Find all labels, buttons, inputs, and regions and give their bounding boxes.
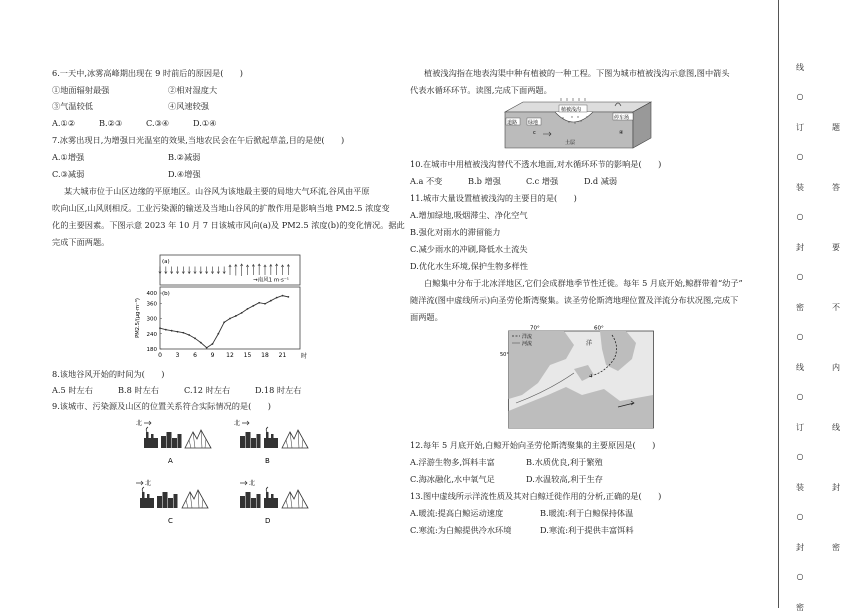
x-tick-label: 9 [210,352,215,359]
soil-label: 土层 [565,140,576,146]
choice[interactable]: B.②③ [99,118,123,128]
intro-line: 代表水循环环节。读图,完成下面两题。 [410,85,552,95]
choice[interactable]: B.水质优良,利于繁殖 [526,457,603,467]
passage-line: 随洋流(图中虚线所示)向圣劳伦斯湾聚集。读圣劳伦斯湾地理位置及洋流分布状况图,完成下 [410,295,739,305]
choice[interactable]: D.寒流:利于提供丰富饵料 [540,525,634,535]
factory-icon [144,427,158,448]
choice[interactable]: B.②减弱 [168,152,201,162]
pm25-point [217,333,219,335]
binding-char: 要 [832,243,840,252]
factory-icon [264,487,278,508]
pm25-point [235,315,237,317]
pm25-point [223,321,225,323]
question-10-stem: 10.在城市中用植被浅沟替代不透水地面,对水循环环节的影响是( ) [410,159,662,169]
binding-char: 封 [796,543,804,552]
binding-char: 密 [832,543,840,552]
choice[interactable]: A.①② [52,118,76,128]
choice[interactable]: C.减少雨水的冲刷,降低水土流失 [410,244,528,254]
question-6-statements-row1 [52,85,284,96]
choice[interactable]: B.8 时左右 [118,385,159,395]
x-tick-label: 15 [243,352,252,359]
binding-hole: ○ [796,512,804,521]
x-tick-label: 12 [226,352,234,359]
binding-hole: ○ [796,392,804,401]
option-label[interactable]: A [168,457,173,465]
question-9-options [130,418,330,528]
option-label[interactable]: C [168,517,173,525]
x-tick-label: 6 [193,352,197,359]
binding-margin [778,0,860,612]
question-9-stem: 9.该城市、污染源及山区的位置关系符合实际情况的是( ) [52,401,271,411]
pm25-point [171,330,173,332]
y-tick-label: 400 [146,291,157,298]
panel-a-label: (a) [162,259,170,265]
pm25-point [194,337,196,339]
x-tick-label: 3 [175,352,180,359]
question-7-choices-row1 [52,152,284,163]
factory-icon [140,487,154,508]
map-legend-river: 河流 [522,341,533,347]
binding-char: 题 [832,123,840,132]
binding-hole: ○ [796,152,804,161]
choice[interactable]: A.暖流:提高白鲸运动速度 [410,508,504,518]
pm25-point [165,329,167,331]
city-icon [161,432,182,448]
choice[interactable]: C.寒流:为白鲸提供冷水环境 [410,525,512,535]
pm25-point [241,312,243,314]
passage-line: 完成下面两题。 [52,237,110,247]
x-ticks [158,352,286,359]
y-tick-label: 240 [146,331,157,338]
binding-hole: ○ [796,212,804,221]
binding-char: 订 [796,423,804,432]
question-13-stem: 13.图中虚线所示洋流性质及其对白鲸迁徙作用的分析,正确的是( ) [410,491,662,501]
map-legend-current: 洋流 [522,334,533,340]
binding-hole: ○ [796,272,804,281]
passage-line: 白鲸集中分布于北冰洋地区,它们会成群地季节性迁徙。每年 5 月底开始,鲸群带着“幼子” [424,278,743,288]
binding-hole: ○ [796,92,804,101]
choice[interactable]: C.③减弱 [52,169,85,179]
mountain-icon [282,430,308,448]
city-icon [240,432,261,448]
north-label: 北 [249,480,256,487]
binding-line [778,0,779,608]
mountain-icon [282,490,308,508]
binding-char: 密 [796,303,804,312]
north-label: 北 [234,420,241,427]
vegetation-ditch-diagram [503,98,653,152]
binding-char: 线 [796,63,804,72]
choice[interactable]: A.a 不变 [410,176,443,186]
choice[interactable]: D.18 时左右 [255,385,302,395]
intro-line: 植被浅沟指在地表沟渠中种有植被的一种工程。下图为城市植被浅沟示意图,图中箭头 [424,68,730,78]
pm25-point [252,305,254,307]
choice[interactable]: B.强化对雨水的滞留能力 [410,227,501,237]
choice[interactable]: A.①增强 [52,152,85,162]
north-label: 北 [145,480,152,487]
wind-arrows [159,264,290,276]
pm25-point [229,318,231,320]
wind-legend: →南风1 m·s⁻¹ [253,277,289,284]
road-label: 道路 [507,120,518,126]
question-6-statements-row2 [52,101,284,112]
binding-char: 内 [832,363,840,372]
pm25-point [159,327,161,329]
pm25-point [258,302,260,304]
pm25-series-points [159,295,289,349]
latitude-label: 50° [500,352,509,358]
longitude-label: 70° [530,325,540,332]
pm25-point [188,334,190,336]
question-11-stem: 11.城市大量设置植被浅沟的主要目的是( ) [410,193,577,203]
binding-char: 答 [832,183,840,192]
y-axis-label: PM2.5/(μg·m⁻³) [135,298,141,338]
pm25-point [264,303,266,305]
binding-hole: ○ [796,452,804,461]
passage-line: 某大城市位于山区边缘的平原地区。山谷风为该地最主要的局地大气环流,谷风由平原 [64,186,370,196]
choice[interactable]: A.增加绿地,吸烟滞尘、净化空气 [410,210,528,220]
choice[interactable]: A.浮游生物多,饵料丰富 [410,457,495,467]
binding-char: 线 [796,363,804,372]
y-tick-label: 300 [146,316,157,323]
binding-char: 线 [832,423,840,432]
binding-char: 不 [832,303,840,312]
question-8-stem: 8.该地谷风开始的时间为( ) [52,369,165,379]
question-7-choices-row2 [52,169,284,180]
question-6-choices [52,118,240,129]
binding-char: 封 [832,483,840,492]
pm25-point [276,297,278,299]
statement: ③气温较低 [52,101,93,111]
x-tick-label: 0 [158,352,162,359]
binding-char: 封 [796,243,804,252]
pm25-point [206,347,208,349]
option-label[interactable]: B [265,457,270,465]
pm25-point [270,300,272,302]
binding-hole: ○ [796,332,804,341]
parking-label: 停车场 [614,115,630,121]
passage-line: 化的主要因素。下图示意 2023 年 10 月 7 日该城市风向(a)及 PM2.5 浓度(b)的变化情况。据此 [52,220,405,230]
city-icon [240,492,261,508]
binding-column-seal [790,0,810,612]
passage-line: 吹向山区,山风则相反。工业污染源的输送及当地山谷风的扩散作用是影响当地 PM2.5 浓度变 [52,203,390,213]
ocean-label: 洋 [586,340,593,347]
pm25-point [177,331,179,333]
binding-char: 装 [796,183,804,192]
x-tick-label: 18 [261,352,269,359]
pm25-point [282,295,284,297]
choice[interactable]: B.b 增强 [468,176,501,186]
factory-icon [264,427,278,448]
passage-line: 面两题。 [410,312,443,322]
st-lawrence-map [500,325,654,429]
y-tick-label: 360 [146,301,157,308]
choice[interactable]: C.③④ [146,118,170,128]
choice[interactable]: D.水温较高,利于生存 [526,474,603,484]
binding-char: 装 [796,483,804,492]
runoff-label: ④ [619,130,624,136]
option-label[interactable]: D [265,517,271,525]
x-axis-unit: 时 [301,353,308,360]
pm25-point [212,343,214,345]
binding-char: 订 [796,123,804,132]
green-label: 绿地 [528,120,539,126]
mountain-icon [182,490,208,508]
question-12-stem: 12.每年 5 月底开始,白鲸开始向圣劳伦斯湾聚集的主要原因是( ) [410,440,656,450]
longitude-label: 60° [594,325,604,332]
choice[interactable]: D.优化水生环境,保护生物多样性 [410,261,528,271]
choice[interactable]: C.12 时左右 [184,385,231,395]
choice[interactable]: B.暖流:利于白鲸保持体温 [540,508,634,518]
pm25-point [287,296,289,298]
choice[interactable]: C.海冰融化,水中氧气足 [410,474,495,484]
wind-pm25-chart [130,252,310,364]
mountain-icon [185,430,211,448]
north-label: 北 [136,420,143,427]
pm25-point [247,308,249,310]
y-tick-label: 180 [146,347,157,353]
panel-b-label: (b) [162,291,170,297]
pm25-point [200,342,202,344]
statement: ①地面辐射最强 [52,85,110,95]
binding-char: 密 [796,603,804,612]
choice[interactable]: D.④增强 [168,169,201,179]
binding-column-warning [826,0,846,608]
statement: ②相对湿度大 [168,85,218,95]
city-icon [157,492,178,508]
choice[interactable]: A.5 时左右 [52,385,93,395]
statement: ④风速较强 [168,101,209,111]
c-label: c [533,130,536,136]
choice[interactable]: D.d 减弱 [584,176,618,186]
question-7-stem: 7.冰雾出现日,为增强日光温室的效果,当地农民会在午后掀起草盖,目的是使( ) [52,135,345,145]
binding-hole: ○ [796,572,804,581]
choice[interactable]: C.c 增强 [526,176,559,186]
x-tick-label: 21 [278,352,287,359]
ditch-label: 植被浅沟 [561,107,582,113]
question-6-stem: 6.一天中,冰雾高峰期出现在 9 时前后的原因是( ) [52,68,243,78]
pm25-point [182,332,184,334]
choice[interactable]: D.①④ [193,118,217,128]
